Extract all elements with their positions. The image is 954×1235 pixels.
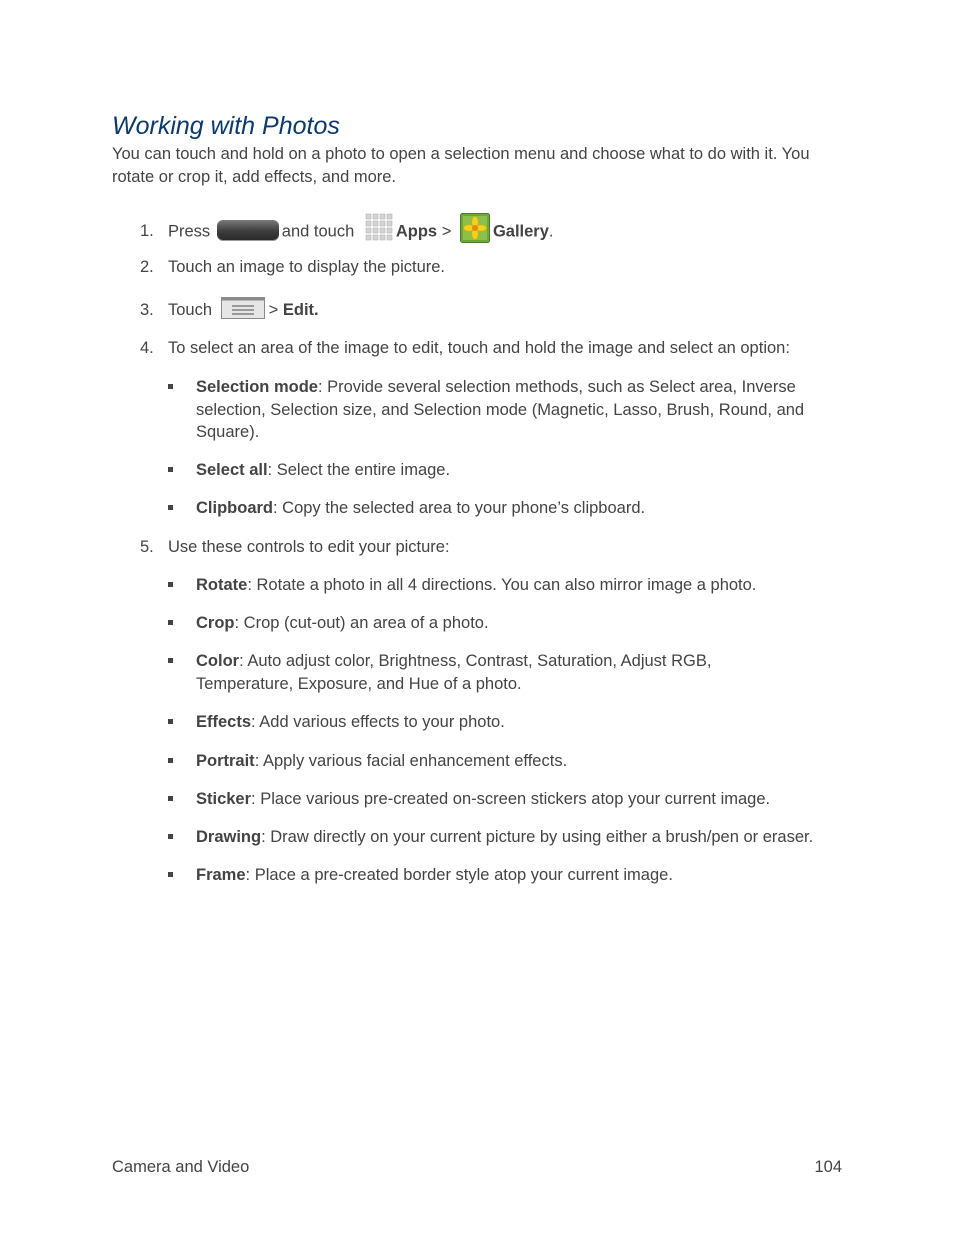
control-term: Crop [196,614,235,632]
option-description: : Copy the selected area to your phone’s clipboard. [273,499,646,517]
list-item [168,459,848,482]
gallery-label: Gallery [492,222,549,241]
apps-grid-icon [365,213,393,243]
option-term: Clipboard [196,499,273,517]
control-term: Portrait [196,752,255,770]
step-number: 2. [140,258,154,276]
step-1 [140,217,840,247]
step-2-text: Touch an image to display the picture. [168,258,445,276]
list-item [168,612,848,635]
control-description: : Rotate a photo in all 4 directions. You can also mirror image a photo. [247,576,757,594]
control-description: : Place a pre-created border style atop your current image. [245,866,673,884]
footer-page-number: 104 [814,1158,842,1176]
control-term: Drawing [196,828,262,846]
list-item [168,376,848,444]
option-description: : Provide several selection methods, such as Select area, Inverse selection, Selection size, and Selection mode (Magnetic, Lasso, Brush, Round, and Square). [196,378,805,441]
intro-paragraph: You can touch and hold on a photo to open a selection menu and choose what to do with it. You rotate or crop it, add effects, and more. [112,145,810,186]
bullet-icon [168,658,173,663]
step-1-press-text: Press [168,222,211,241]
gallery-icon [460,213,490,243]
list-item [168,497,848,520]
step-number: 3. [140,301,154,319]
control-description: : Apply various facial enhancement effects. [254,752,568,770]
control-term: Sticker [196,790,252,808]
step-3-touch-text: Touch [168,301,213,319]
footer-section-title: Camera and Video [112,1158,250,1176]
option-term: Selection mode [196,378,318,396]
control-description: : Add various effects to your photo. [251,713,505,731]
step-5 [140,536,840,559]
menu-icon [221,297,265,319]
edit-label: Edit. [282,301,319,319]
step-number: 5. [140,538,154,556]
list-item [168,574,848,597]
list-item [168,650,848,695]
step-5-text: Use these controls to edit your picture: [168,538,450,556]
step-1-and-touch-text: and touch [281,222,355,241]
list-item [168,788,848,811]
list-item [168,826,848,849]
step-number: 4. [140,339,154,357]
control-description: : Draw directly on your current picture by using either a brush/pen or eraser. [261,828,814,846]
step-4-text: To select an area of the image to edit, touch and hold the image and select an option: [168,339,790,357]
bullet-icon [168,384,173,389]
control-term: Frame [196,866,246,884]
option-term: Select all [196,461,268,479]
home-key-icon [217,220,279,240]
control-term: Color [196,652,240,670]
step-1-separator: > [441,222,452,241]
bullet-icon [168,719,173,724]
bullet-icon [168,505,173,510]
bullet-icon [168,834,173,839]
list-item [168,864,848,887]
step-3-separator: > [268,301,279,319]
step-4 [140,337,840,360]
bullet-icon [168,758,173,763]
apps-label: Apps [395,222,438,241]
bullet-icon [168,796,173,801]
control-description: : Place various pre-created on-screen stickers atop your current image. [251,790,771,808]
control-term: Rotate [196,576,248,594]
control-description: : Crop (cut-out) an area of a photo. [234,614,489,632]
step-2 [140,256,840,279]
step-number: 1. [140,222,154,241]
option-description: : Select the entire image. [267,461,451,479]
bullet-icon [168,582,173,587]
step-1-period: . [548,222,554,241]
bullet-icon [168,620,173,625]
control-term: Effects [196,713,252,731]
control-description: : Auto adjust color, Brightness, Contrast, Saturation, Adjust RGB, Temperature, Exposure, and Hue of a photo. [196,652,712,693]
list-item [168,711,848,734]
list-item [168,750,848,773]
bullet-icon [168,872,173,877]
page-title: Working with Photos [112,112,340,140]
step-3 [140,299,840,322]
bullet-icon [168,467,173,472]
